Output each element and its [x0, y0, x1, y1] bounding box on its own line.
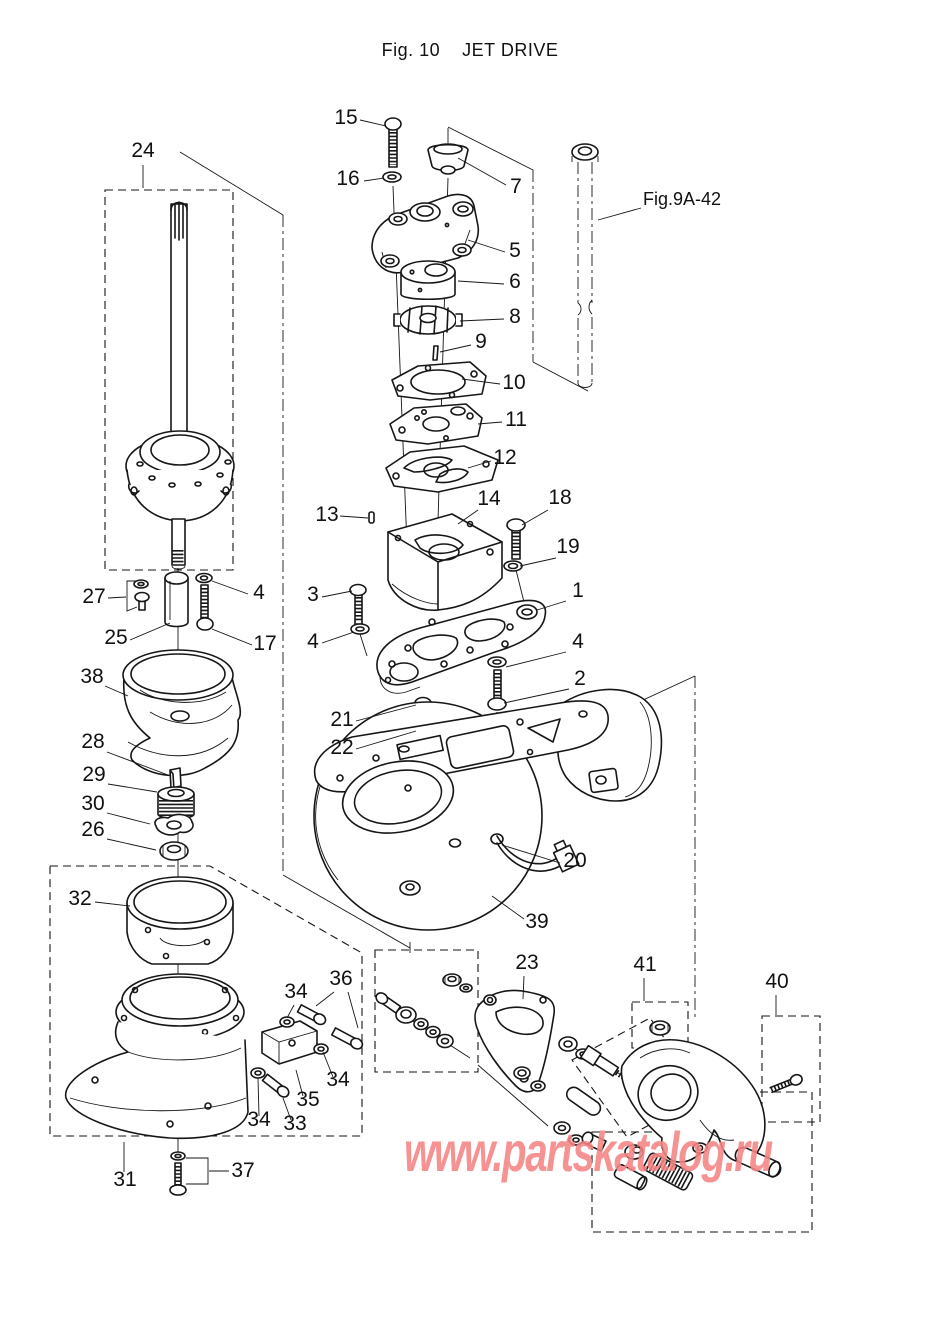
- part-label-25: 25: [104, 626, 128, 649]
- leader-line: [522, 510, 548, 525]
- part-24-shaft: [171, 202, 187, 450]
- leader-line: [440, 345, 471, 352]
- part-label-36: 36: [329, 967, 353, 990]
- washer-ring: [514, 1067, 530, 1079]
- part-label-18: 18: [548, 486, 572, 509]
- leader-line: [287, 1005, 294, 1018]
- leader-line: [95, 902, 130, 906]
- part-label-31: 31: [113, 1168, 137, 1191]
- nozzle-bracket: [589, 768, 619, 793]
- part-label-2: 2: [574, 667, 586, 690]
- leader-line: [322, 591, 352, 597]
- intake-assembly: [66, 877, 365, 1195]
- washer-ring: [531, 1081, 545, 1091]
- part-label-24: 24: [131, 139, 155, 162]
- part-4-washer-b: [488, 657, 506, 667]
- drive-shaft-fig9a42: [572, 144, 598, 388]
- leader-line: [212, 629, 252, 645]
- leader-line: [107, 813, 150, 824]
- leader-line: [458, 281, 504, 284]
- part-27-screws: [127, 580, 149, 611]
- part-4-washer-left: [196, 574, 212, 583]
- water-pump-assembly: [369, 118, 525, 610]
- page-title: Fig. 10 JET DRIVE: [381, 40, 559, 60]
- part-label-26: 26: [81, 818, 105, 841]
- part-9-key: [433, 346, 438, 360]
- part-label-1: 1: [572, 579, 584, 602]
- part-label-29: 29: [82, 763, 106, 786]
- part-38-impeller: [123, 650, 240, 776]
- part-label-32: 32: [68, 887, 92, 910]
- part-label-9: 9: [475, 330, 487, 353]
- part-label-39: 39: [525, 910, 549, 933]
- part-label-8: 8: [509, 305, 521, 328]
- part-label-22: 22: [330, 736, 354, 759]
- part-16-washer: [383, 172, 401, 182]
- part-14-pump-base: [388, 514, 502, 610]
- part-label-5: 5: [509, 239, 521, 262]
- leader-line: [340, 516, 368, 518]
- part-13-pin: [369, 512, 374, 523]
- part-15-bolt: [385, 118, 401, 167]
- part-23-hardware: [374, 974, 472, 1048]
- box-part-40-bolt: [762, 1016, 820, 1122]
- part-label-14: 14: [477, 487, 501, 510]
- jet-housing-assembly: [314, 690, 661, 930]
- part-29-bushing: [158, 787, 194, 819]
- part-label-30: 30: [81, 792, 105, 815]
- part-label-7: 7: [510, 175, 522, 198]
- part-label-27: 27: [82, 585, 106, 608]
- part-label-37: 37: [231, 1159, 255, 1182]
- part-19-washer: [504, 561, 522, 571]
- part-39-housing: [314, 690, 661, 930]
- part-11-plate: [390, 404, 482, 444]
- leader-line: [130, 623, 170, 640]
- part-2-bolt: [488, 670, 506, 710]
- part-3-bolt: [350, 585, 366, 625]
- leader-line: [458, 158, 506, 185]
- part-label-19: 19: [556, 535, 580, 558]
- part-31-intake-housing: [66, 974, 248, 1138]
- leader-line: [316, 992, 334, 1006]
- part-label-40: 40: [765, 970, 789, 993]
- leader-line: [360, 120, 386, 126]
- part-label-28: 28: [81, 730, 105, 753]
- leader-line: [598, 208, 641, 220]
- part-label-34: 34: [326, 1068, 350, 1091]
- leader-line: [212, 581, 248, 594]
- part-label-17: 17: [253, 632, 277, 655]
- part-26-nut: [160, 842, 188, 860]
- part-label-38: 38: [80, 665, 104, 688]
- part-7-grommet: [428, 128, 468, 174]
- part-label-20: 20: [563, 849, 587, 872]
- part-label-23: 23: [515, 951, 539, 974]
- part-label-3: 3: [307, 583, 319, 606]
- part-label-21: 21: [330, 708, 354, 731]
- part-1-adapter-plate: [377, 601, 546, 694]
- shaft-bearing-assembly: [123, 202, 240, 860]
- part-25-sleeve: [165, 572, 188, 627]
- part-6-insert: [401, 261, 455, 299]
- part-label-35: 35: [296, 1088, 320, 1111]
- part-label-34: 34: [247, 1108, 271, 1131]
- part-40-bolt: [769, 1073, 803, 1095]
- leader-line: [520, 558, 556, 566]
- leader-line: [108, 784, 157, 792]
- watermark: www.partskatalog.ru: [404, 1120, 772, 1183]
- part-30-tab-washer: [155, 815, 193, 835]
- part-label-16: 16: [336, 167, 360, 190]
- part-33-bolt: [262, 1073, 291, 1099]
- part-label-41: 41: [633, 953, 657, 976]
- part-label-4: 4: [572, 630, 584, 653]
- part-label-11: 11: [505, 408, 527, 431]
- part-32-liner: [127, 877, 233, 964]
- part-label-10: 10: [502, 371, 526, 394]
- part-label-6: 6: [509, 270, 521, 293]
- leader-line: [504, 689, 569, 703]
- part-label-4: 4: [253, 581, 265, 604]
- part-37-screw: [170, 1152, 208, 1195]
- leader-line: [348, 992, 358, 1028]
- part-label-4: 4: [307, 630, 319, 653]
- part-8-impeller: [394, 306, 462, 334]
- leader-line: [460, 319, 504, 321]
- part-label-34: 34: [284, 980, 308, 1003]
- part-12-gasket: [386, 446, 498, 492]
- part-label-15: 15: [334, 106, 358, 129]
- part-label-33: 33: [283, 1112, 307, 1135]
- reference-label: Fig.9A-42: [643, 189, 722, 209]
- part-label-13: 13: [315, 503, 339, 526]
- leader-line: [506, 652, 566, 667]
- part-17-bolt: [197, 585, 213, 630]
- part-10-gasket: [392, 362, 486, 400]
- part-24-bearing-housing: [126, 431, 234, 569]
- part-label-12: 12: [493, 446, 517, 469]
- leader-line: [364, 178, 384, 181]
- leader-line: [322, 632, 354, 643]
- leader-line: [108, 597, 126, 598]
- leader-line: [107, 839, 156, 850]
